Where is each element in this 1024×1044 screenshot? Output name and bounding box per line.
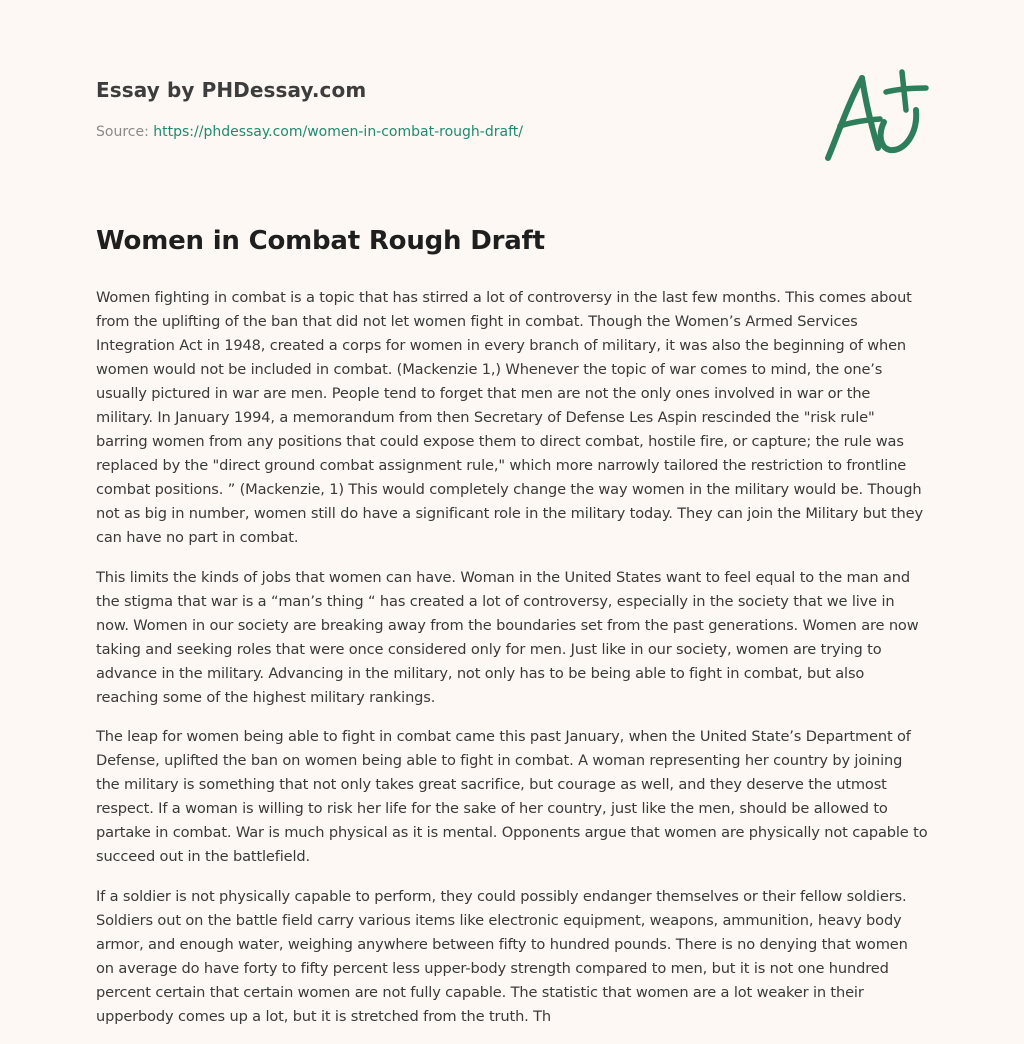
essay-paragraph: If a soldier is not physically capable to perform, they could possibly endanger themselves or their fellow soldiers. Soldiers out on the battle field carry various items like electronic equipment, weapons, ammunition, heavy body armor, and enough water, weighing anywhere between fifty to hundred pounds. There is no denying that women on average do have forty to fifty percent less upper-body strength compared to men, but it is not one hundred percent certain that certain women are not fully capable. The statistic that women are a lot weaker in their upperbody comes up a lot, but it is stretched from the truth. Th: [96, 887, 908, 1025]
essay-paragraph: The leap for women being able to fight in combat came this past January, when the United State’s Department of Defense, uplifted the ban on women being able to fight in combat. A woman representing her country by joining the military is something that not only takes great sacrifice, but courage as well, and they deserve the utmost respect. If a woman is willing to risk her life for the sake of her country, just like the men, should be allowed to partake in combat. War is much physical as it is mental. Opponents argue that women are physically not capable to succeed out in the battlefield.: [96, 728, 928, 865]
essay-body: [96, 286, 930, 1044]
essay-paragraph: Women fighting in combat is a topic that has stirred a lot of controversy in the last few months. This comes about from the uplifting of the ban that did not let women fight in combat. Though the Women’s Armed Services Integration Act in 1948, created a corps for women in every branch of military, it was also the beginning of when women would not be included in combat. (Mackenzie 1,) Whenever the topic of war comes to mind, the one’s usually pictured in war are men. People tend to forget that men are not the only ones involved in war or the military. In January 1994, a memorandum from then Secretary of Defense Les Aspin rescinded the "risk rule" barring women from any positions that could expose them to direct combat, hostile fire, or capture; the rule was replaced by the "direct ground combat assignment rule," which more narrowly tailored the restriction to frontline combat positions. ” (Mackenzie, 1) This would completely change the way women in the military would be. Though not as big in number, women still do have a significant role in the military today. They can join the Military but they can have no part in combat.: [96, 289, 923, 546]
source-label: Source:: [96, 124, 154, 140]
essay-paragraph: This limits the kinds of jobs that women can have. Woman in the United States want to feel equal to the man and the stigma that war is a “man’s thing “ has created a lot of controversy, especially in the society that we live in now. Women in our society are breaking away from the boundaries set from the past generations. Women are now taking and seeking roles that were once considered only for men. Just like in our society, women are trying to advance in the military. Advancing in the military, not only has to be being able to fight in combat, but also reaching some of the highest military rankings.: [96, 568, 919, 706]
source-link[interactable]: https://phdessay.com/women-in-combat-rough-draft/: [153, 124, 523, 140]
a-plus-grade-logo-icon: [818, 64, 936, 170]
essay-title: Women in Combat Rough Draft: [96, 226, 545, 256]
site-brand: Essay by PHDessay.com: [96, 78, 367, 102]
source-line: [96, 124, 523, 140]
